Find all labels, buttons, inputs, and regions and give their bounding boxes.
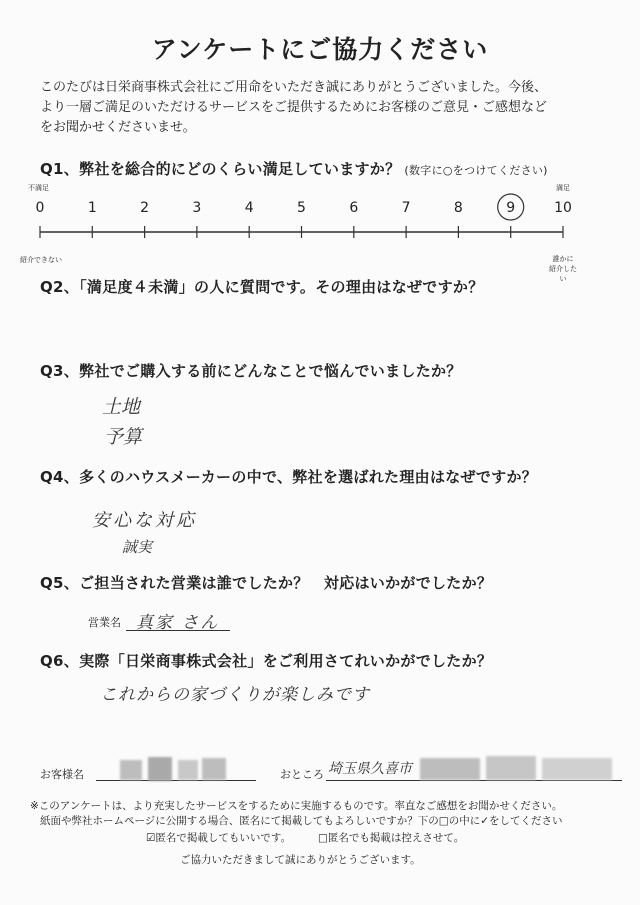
scale-label: 8 [453, 200, 463, 216]
footer-note-2: 紙面や弊社ホームページに公開する場合、匿名にて掲載してもよろしいですか？下の□の中に✓をしてください [40, 815, 563, 827]
scale-label: 4 [244, 200, 254, 216]
blurred-name-3 [178, 760, 198, 780]
blurred-address-2 [486, 756, 536, 780]
q6-answer: これからの家づくりが楽しみです [100, 685, 370, 705]
intro-line: より一層ご満足のいただけるサービスをご提供するためにお客様のご意見・ご感想など [40, 100, 548, 115]
scale-right-bottom-line2: 紹介したい [549, 265, 577, 283]
sales-underline [126, 630, 230, 631]
footer-thanks: ご協力いただきまして誠にありがとうございます。 [180, 854, 421, 866]
footer-note-1: ※このアンケートは、より充実したサービスをするために実施するものです。率直なご感想をお聞かせください。 [30, 800, 563, 812]
scale-right-bottom-line1: 誰かに [552, 255, 574, 263]
option-anonymous-yes[interactable]: ☑匿名で掲載してもいいです。 [146, 832, 292, 844]
scale-label: 5 [297, 200, 306, 216]
scale-label: 10 [554, 200, 572, 216]
scale-right-top: 満足 [556, 184, 570, 192]
q4-answer-1: 安心な対応 [92, 510, 197, 531]
option-anonymous-no[interactable]: □匿名でも掲載は控えさせて。 [318, 832, 465, 844]
customer-name-label: お客様名 [40, 768, 84, 781]
intro-line: このたびは日栄商事株式会社にご用命をいただき誠にありがとうございました。今後、 [40, 80, 548, 95]
blurred-address-3 [542, 758, 612, 780]
scale-right-bottom [548, 254, 578, 284]
q4-answer-2: 誠実 [122, 538, 153, 556]
address-value: 埼玉県久喜市 [328, 761, 412, 777]
q3-answer-2: 予算 [104, 426, 143, 448]
scale-label: 2 [140, 200, 150, 216]
blurred-name-1 [120, 760, 142, 780]
sales-field-label: 営業名 [88, 616, 121, 629]
intro-line: をお聞かせくださいませ。 [40, 120, 196, 135]
scale-label: 3 [192, 200, 202, 216]
scale-label: 0 [35, 200, 45, 216]
q5-question: Q5、ご担当された営業は誰でしたか？ 対応はいかがでしたか？ [40, 574, 493, 592]
sales-name: 真家 さん [136, 613, 220, 633]
q4-question: Q4、多くのハウスメーカーの中で、弊社を選ばれた理由はなぜですか？ [40, 468, 538, 486]
q3-question: Q3、弊社でご購入する前にどんなことで悩んでいましたか？ [40, 362, 462, 380]
blurred-address-1 [420, 758, 480, 780]
q1-label: Q1、弊社を総合的にどのくらい満足していますか？ [40, 160, 401, 178]
q1-note: (数字に○をつけてください) [404, 164, 548, 177]
blurred-name-4 [202, 758, 226, 780]
scale-left-bottom: 紹介できない [20, 256, 62, 264]
q6-question: Q6、実際「日栄商事株式会社」をご利用さてれいかがでしたか？ [40, 652, 493, 670]
blurred-name-2 [148, 757, 172, 781]
customer-name-underline [96, 780, 256, 781]
address-underline [326, 780, 622, 781]
selected-circle [498, 194, 524, 220]
address-label: おところ [280, 768, 324, 781]
scale-label: 1 [87, 200, 97, 216]
scale-left-top: 不満足 [28, 184, 49, 192]
scale-label: 6 [349, 200, 359, 216]
scale-label: 9 [506, 200, 516, 216]
page-title: アンケートにご協力ください [151, 35, 489, 64]
q3-answer-1: 土地 [102, 396, 141, 418]
q2-question: Q2、「満足度４未満」の人に質問です。その理由はなぜですか？ [40, 278, 484, 296]
scale-label: 7 [401, 200, 411, 216]
